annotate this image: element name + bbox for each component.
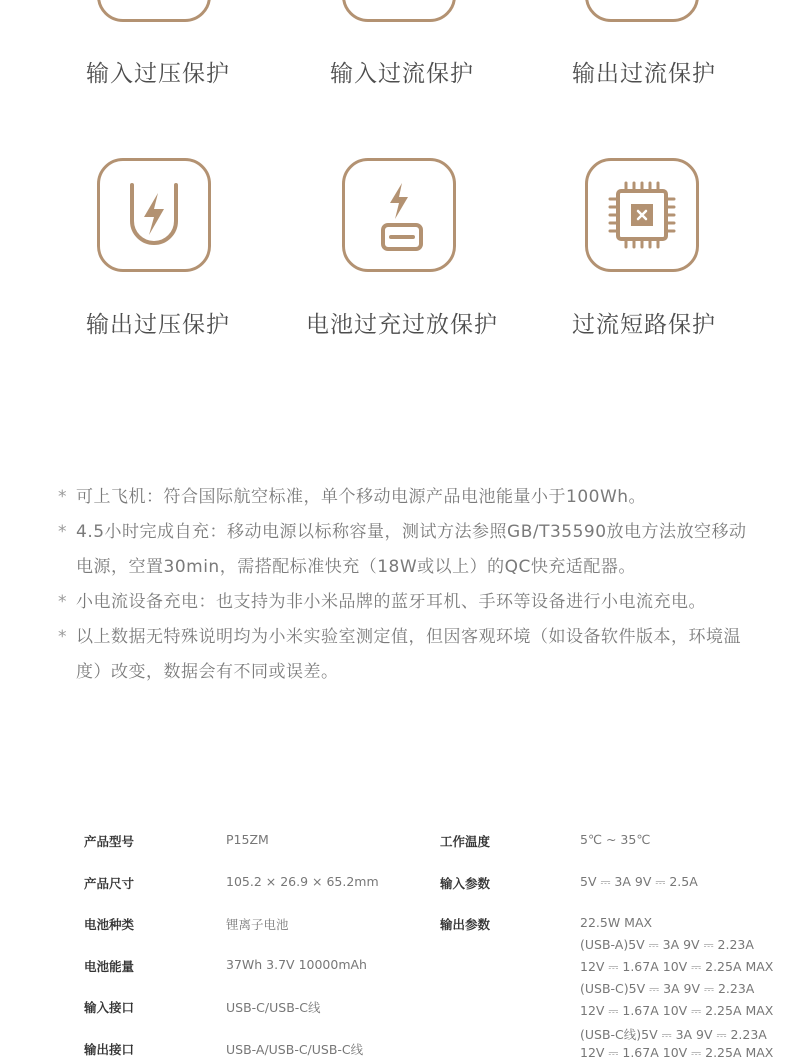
feature-icon-box-5 — [342, 158, 456, 272]
bullet-star: * — [58, 592, 67, 612]
spec-value: 22.5W MAX — [580, 915, 653, 930]
box-icon — [100, 0, 208, 19]
feature-label: 过流短路保护 — [572, 312, 716, 338]
note-text: 可上飞机：符合国际航空标准，单个移动电源产品电池能量小于100Wh。 — [76, 487, 647, 507]
spec-value: 锂离子电池 — [226, 917, 289, 932]
output-param-line: 12V ⎓ 1.67A 10V ⎓ 2.25A MAX — [580, 959, 774, 974]
output-param-line: 12V ⎓ 1.67A 10V ⎓ 2.25A MAX — [580, 1045, 774, 1060]
output-param-line: (USB-C线)5V ⎓ 3A 9V ⎓ 2.23A — [580, 1027, 767, 1042]
feature-icon-box-3 — [585, 0, 699, 22]
battery-bolt-icon — [345, 161, 453, 269]
spec-key: 输出参数 — [440, 917, 491, 932]
note-item — [58, 585, 748, 620]
bullet-star: * — [58, 522, 67, 542]
note-text: 小电流设备充电：也支持为非小米品牌的蓝牙耳机、手环等设备进行小电流充电。 — [76, 592, 706, 612]
note-item — [58, 515, 748, 585]
spec-value: USB-A/USB-C/USB-C线 — [226, 1042, 364, 1057]
spec-value: 5℃ ~ 35℃ — [580, 832, 651, 847]
spec-key: 产品尺寸 — [84, 876, 135, 891]
note-text: 4.5小时完成自充：移动电源以标称容量，测试方法参照GB/T35590放电方法放空移动电源，空置30min，需搭配标准快充（18W或以上）的QC快充适配器。 — [76, 522, 747, 577]
spec-value: P15ZM — [226, 832, 269, 847]
note-item — [58, 480, 748, 515]
spec-key: 产品型号 — [84, 834, 135, 849]
feature-icon-box-4 — [97, 158, 211, 272]
spec-key: 工作温度 — [440, 834, 491, 849]
output-param-line: (USB-A)5V ⎓ 3A 9V ⎓ 2.23A — [580, 937, 754, 952]
spec-key: 输入参数 — [440, 876, 491, 891]
spec-key: 电池种类 — [84, 917, 135, 932]
feature-label: 输出过流保护 — [572, 61, 716, 87]
output-param-line: 12V ⎓ 1.67A 10V ⎓ 2.25A MAX — [580, 1003, 774, 1018]
usb-bolt-icon — [100, 161, 208, 269]
feature-label: 输入过流保护 — [330, 61, 474, 87]
bullet-star: * — [58, 627, 67, 647]
spec-value: USB-C/USB-C线 — [226, 1000, 321, 1015]
feature-label: 输出过压保护 — [86, 312, 230, 338]
spec-key: 输出接口 — [84, 1042, 135, 1057]
spec-key: 电池能量 — [84, 959, 135, 974]
feature-icon-box-1 — [97, 0, 211, 22]
feature-icon-box-2 — [342, 0, 456, 22]
spec-key: 输入接口 — [84, 1000, 135, 1015]
feature-icon-box-6 — [585, 158, 699, 272]
spec-value: 105.2 × 26.9 × 65.2mm — [226, 874, 379, 889]
spec-value: 37Wh 3.7V 10000mAh — [226, 957, 367, 972]
footnotes — [58, 480, 748, 690]
spec-value: 5V ⎓ 3A 9V ⎓ 2.5A — [580, 874, 698, 889]
note-item — [58, 620, 748, 690]
output-param-line: (USB-C)5V ⎓ 3A 9V ⎓ 2.23A — [580, 981, 755, 996]
bullet-star: * — [58, 487, 67, 507]
feature-label: 输入过压保护 — [86, 61, 230, 87]
chip-icon — [588, 161, 696, 269]
note-text: 以上数据无特殊说明均为小米实验室测定值，但因客观环境（如设备软件版本，环境温度）改变，数据会有不同或误差。 — [76, 627, 741, 682]
feature-label: 电池过充过放保护 — [306, 312, 498, 338]
